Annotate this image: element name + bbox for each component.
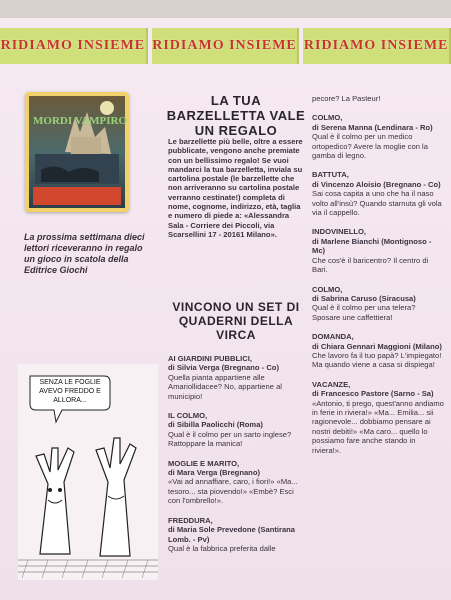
joke-text: «Vai ad annaffiare, caro, i fiori!» «Ma... tesoro... sta piovendo!» «Embè? Esci con l'ombrello!». [168,477,298,506]
joke-author: di Vincenzo Aloisio (Bregnano - Co) [312,179,441,189]
banner-label: RIDIAMO INSIEME [0,38,146,53]
joke-entry [312,380,444,455]
joke-text: Quella pianta appartiene alle Amariollidacee? No, appartiene al municipio! [168,372,282,401]
joke-entry [168,354,304,401]
joke-author: di Silvia Verga (Bregnano - Co) [168,363,279,373]
joke-text: Qual è il colmo per un medico ortopedico? Avere la moglie con la gamba di legno. [312,132,428,161]
joke-heading: BATTUTA, [312,170,349,180]
joke-text: pecore? La Pasteur! [312,94,381,103]
banner-cell [0,28,148,64]
banner-label: RIDIAMO INSIEME [152,38,297,53]
game-box-title: MORDI VAMPIRO [33,115,128,127]
intro-text: Le barzellette più belle, oltre a essere pubblicate, vengono anche premiate con un bellissimo regalo! Se vuoi mandarci la tua barzelletta, inviala su cartolina postale (le barzellette che non arriveranno su cartolina postale verranno cestinate!) completa di nome, cognome, indirizzo, età, taglia e numero di piede a: «Alessandra Sala - Corriere dei Piccoli, via Scarsellini 17 - 20161 Milano». [168,137,303,239]
joke-heading: DOMANDA, [312,332,354,342]
joke-entry [168,516,304,554]
game-caption: La prossima settimana dieci lettori riceveranno in regalo un gioco in scatola della Editrice Giochi [24,232,145,275]
joke-author: di Chiara Gennari Maggioni (Milano) [312,341,442,351]
joke-heading: AI GIARDINI PUBBLICI, [168,354,252,363]
joke-entry [312,332,444,370]
joke-entry [312,285,444,323]
header-banner [0,28,451,64]
banner-label: RIDIAMO INSIEME [303,38,449,53]
joke-text: Qual è il colmo per una telera? Sposare une caffettiera! [312,303,416,322]
joke-heading: VACANZE, [312,379,351,389]
joke-entry [312,227,444,274]
joke-continuation [312,94,444,103]
banner-cell [152,28,300,64]
joke-author: di Francesco Pastore (Sarno - Sa) [312,389,434,399]
joke-text: Sai cosa capita a uno che ha il naso volto all'insù? Quando starnuta gli vola via il cappello. [312,189,442,218]
joke-text: «Antonio, ti prego, quest'anno andiamo in ferie in riviera!» «Ma... Emilia... sii ragionevole... dobbiamo pensare ai nostri debiti!» «Ma caro... quello lo possiamo fare anche stando in riviera!». [312,398,444,455]
banner-cell [303,28,451,64]
joke-text: Che cos'è il baricentro? Il centro di Bari. [312,255,429,275]
joke-heading: INDOVINELLO, [312,227,367,237]
joke-author: di Maria Sole Prevedone (Santirana Lomb. - Pv) [168,525,296,544]
joke-author: di Mara Verga (Bregnano) [168,468,260,478]
joke-entry [312,113,444,160]
column-middle [168,354,304,563]
top-strip [0,0,451,18]
joke-text: Qual è la fabbrica preferita dalle [168,543,276,553]
section-title-winners: VINCONO UN SET DI QUADERNI DELLA VIRCA [172,300,300,342]
column-right [312,94,444,465]
joke-heading: FREDDURA, [168,515,213,525]
cartoon-speech: SENZA LE FOGLIE AVEVO FREDDO E ALLORA... [39,379,101,404]
joke-entry [312,170,444,217]
joke-author: di Marlene Bianchi (Montignoso - Mc) [312,236,432,256]
joke-heading: COLMO, [312,113,343,123]
joke-text: Qual è il colmo per un sarto inglese? Rattoppare la manica! [168,429,292,449]
joke-entry [168,411,304,449]
joke-author: di Sibilla Paolicchi (Roma) [168,420,263,430]
joke-heading: MOGLIE E MARITO, [168,458,240,468]
joke-heading: IL COLMO, [168,411,208,421]
joke-author: di Sabrina Caruso (Siracusa) [312,293,416,303]
joke-heading: COLMO, [312,284,343,294]
joke-author: di Serena Manna (Lendinara - Ro) [312,122,433,132]
joke-entry [168,459,304,506]
section-title-gift: LA TUA BARZELLETTA VALE UN REGALO [166,93,306,138]
cartoon-trees [18,364,158,580]
joke-text: Che lavoro fa il tuo papà? L'impiegato! Ma quando viene a casa si dispiega! [312,350,442,370]
game-box-image [25,92,129,212]
